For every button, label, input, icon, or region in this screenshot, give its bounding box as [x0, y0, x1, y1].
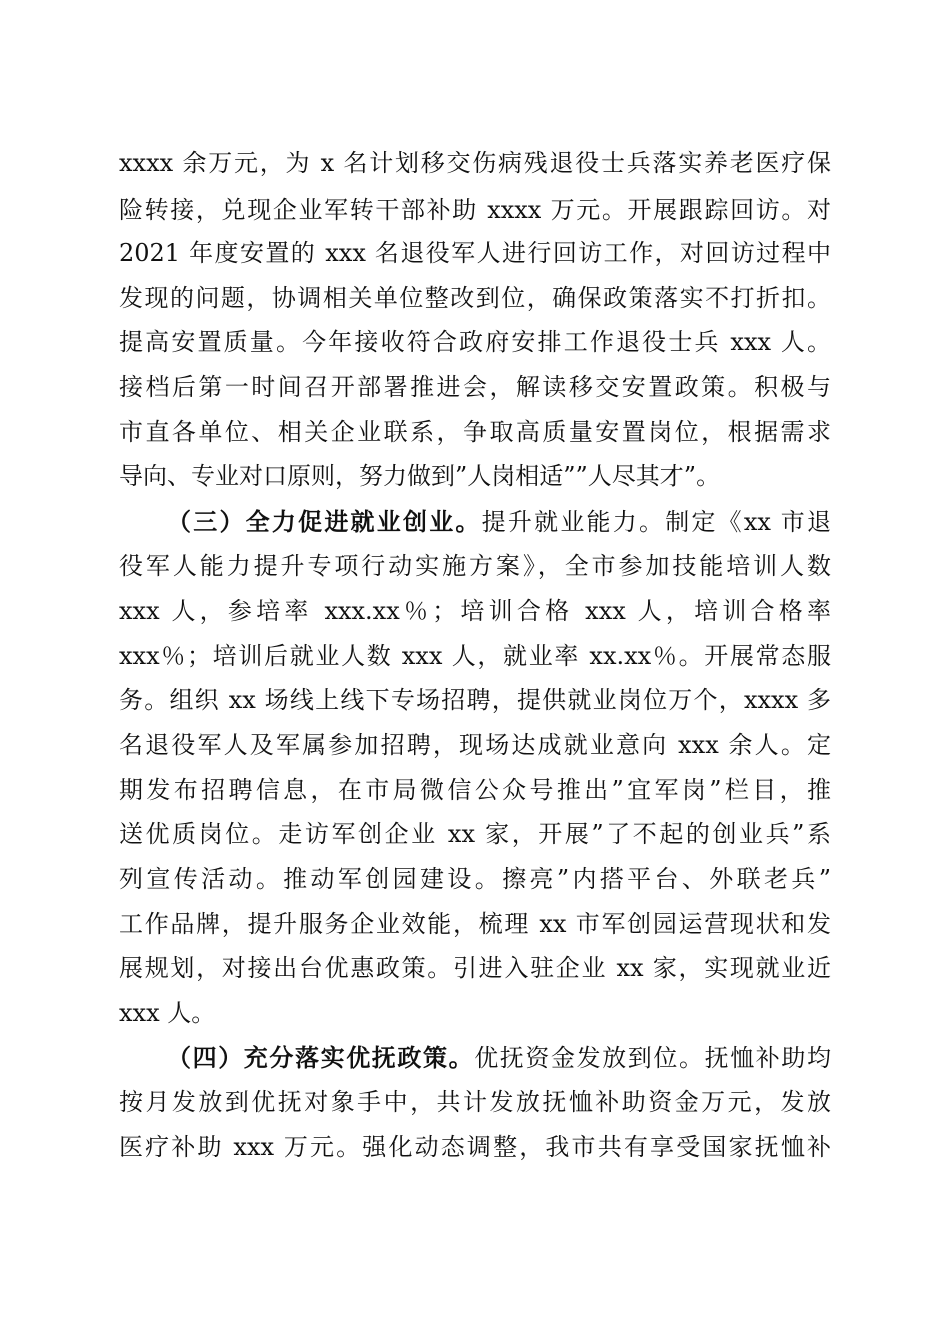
text-line: 役军人能力提升专项行动实施方案》，全市参加技能培训人数: [119, 552, 831, 580]
text-line: 展规划，对接出台优惠政策。引进入驻企业 xx 家，实现就业近: [119, 954, 831, 982]
section-three-first-line: [167, 502, 831, 542]
section-four-first-line: [167, 1038, 831, 1078]
text-line: 期发布招聘信息，在市局微信公众号推出”宜军岗”栏目，推: [119, 776, 831, 804]
text-line: 务。组织 xx 场线上线下专场招聘，提供就业岗位万个，xxxx 多: [119, 686, 831, 714]
text-line: xxx％；培训后就业人数 xxx 人，就业率 xx.xx％。开展常态服: [119, 642, 831, 670]
text-line: 工作品牌，提升服务企业效能，梳理 xx 市军创园运营现状和发: [119, 910, 831, 938]
section-three-heading: （三）全力促进就业创业。: [167, 507, 482, 536]
text-line: 险转接，兑现企业军转干部补助 xxxx 万元。开展跟踪回访。对: [119, 196, 831, 224]
text-line: 名退役军人及军属参加招聘，现场达成就业意向 xxx 余人。定: [119, 731, 831, 759]
text-line: 2021 年度安置的 xxx 名退役军人进行回访工作，对回访过程中: [119, 239, 831, 267]
section-four-text: 优抚资金发放到位。抚恤补助均: [474, 1044, 831, 1072]
text-line: 医疗补助 xxx 万元。强化动态调整，我市共有享受国家抚恤补: [119, 1133, 831, 1161]
text-line: 送优质岗位。走访军创企业 xx 家，开展”了不起的创业兵”系: [119, 820, 831, 848]
text-line: 列宣传活动。推动军创园建设。擦亮”内搭平台、外联老兵”: [119, 865, 831, 893]
text-line: xxx 人，参培率 xxx.xx％；培训合格 xxx 人，培训合格率: [119, 597, 831, 625]
text-line: 导向、专业对口原则，努力做到”人岗相适””人尽其才”。: [119, 462, 721, 490]
text-line: 接档后第一时间召开部署推进会，解读移交安置政策。积极与: [119, 373, 831, 401]
text-line: 市直各单位、相关企业联系，争取高质量安置岗位，根据需求: [119, 418, 831, 446]
text-line: 提高安置质量。今年接收符合政府安排工作退役士兵 xxx 人。: [119, 328, 831, 356]
text-line: 发现的问题，协调相关单位整改到位，确保政策落实不打折扣。: [119, 284, 831, 312]
text-line: xxxx 余万元，为 x 名计划移交伤病残退役士兵落实养老医疗保: [119, 149, 831, 177]
text-line: 按月发放到优抚对象手中，共计发放抚恤补助资金万元，发放: [119, 1088, 831, 1116]
section-three-text: 提升就业能力。制定《xx 市退: [481, 508, 831, 536]
section-four-heading: （四）充分落实优抚政策。: [167, 1043, 475, 1072]
text-line: xxx 人。: [119, 999, 216, 1027]
